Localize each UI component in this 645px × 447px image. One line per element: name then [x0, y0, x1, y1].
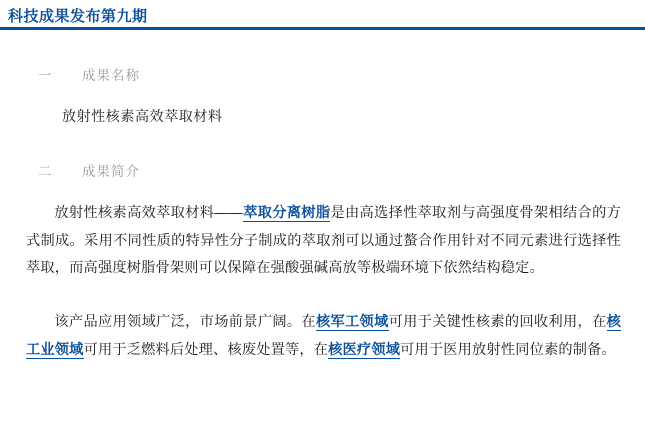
keyword-nuclear-military: 核军工领域 — [315, 314, 389, 331]
paragraph-app-seg1: 该产品应用领域广泛，市场前景广阔。在 — [54, 314, 316, 331]
section-heading-2 — [38, 160, 631, 180]
section-label: 成果简介 — [82, 164, 140, 179]
paragraph-app-seg4: 可用于医用放射性同位素的制备。 — [400, 341, 616, 358]
paragraph-intro — [14, 200, 631, 283]
section-heading-1 — [38, 64, 631, 84]
document-content — [0, 64, 645, 364]
section-number: 一 — [38, 68, 52, 83]
paragraph-intro-seg2: 是由高选择性萃取剂与高强度骨架相结合的方式制成。采用不同性质的特异性分子制成的萃取剂可以通过螯合作用针对不同元素进行选择性萃取，而高强度树脂骨架则可以保障在强酸强碱高放等极端环境下依然结构稳定。 — [26, 205, 621, 277]
paragraph-app-seg2: 可用于关键性核素的回收利用，在 — [388, 314, 607, 331]
keyword-nuclear-industry: 核工业领域 — [26, 314, 621, 358]
keyword-nuclear-medical: 核医疗领域 — [328, 341, 401, 358]
paragraph-applications — [14, 309, 631, 364]
keyword-extraction-resin: 萃取分离树脂 — [243, 205, 331, 221]
paragraph-intro-seg1: 放射性核素高效萃取材料—— — [54, 205, 244, 221]
section-label: 成果名称 — [82, 68, 140, 83]
section-number: 二 — [38, 164, 52, 179]
result-name-value: 放射性核素高效萃取材料 — [62, 108, 223, 124]
paragraph-app-seg3: 可用于乏燃料后处理、核废处置等，在 — [83, 341, 329, 358]
page-header — [0, 0, 645, 30]
page-title: 科技成果发布第九期 — [8, 8, 148, 25]
header-divider — [0, 27, 645, 30]
